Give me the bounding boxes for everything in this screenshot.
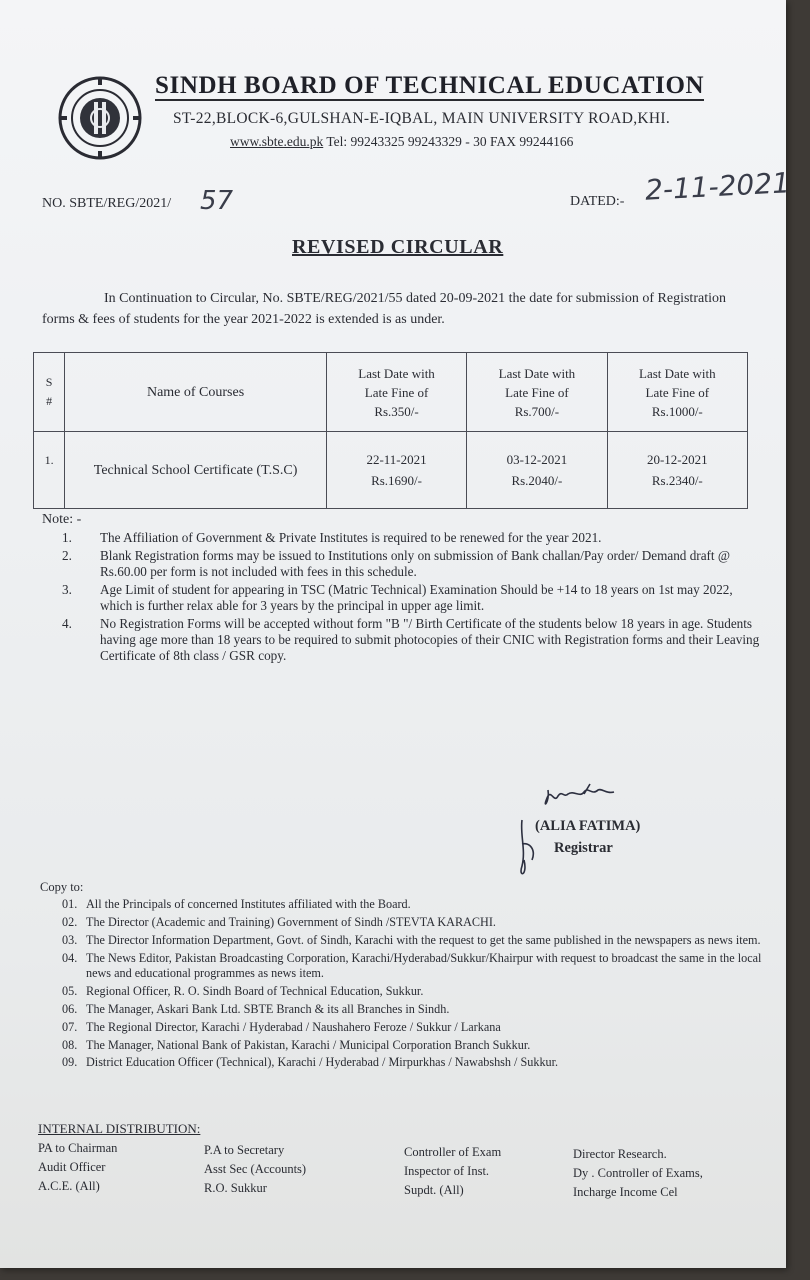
cell-sno: 1. bbox=[34, 432, 65, 509]
distribution-col-4: Director Research. Dy . Controller of Exams, Incharge Income Cel bbox=[573, 1147, 703, 1199]
signatory-name: (ALIA FATIMA) bbox=[535, 818, 641, 834]
list-item: 2. Blank Registration forms may be issued to Institutions only on submission of Bank challan/Pay order/ Demand draft @ Rs.60.00 per form is not included with fees in this schedule. bbox=[62, 548, 731, 579]
list-item: 04. The News Editor, Pakistan Broadcasting Corporation, Karachi/Hyderabad/Sukkur/Khairpur with request to broadcast the same in the local news and educational programmes as news item. bbox=[62, 950, 762, 980]
distribution-col-1: PA to Chairman Audit Officer A.C.E. (All) bbox=[38, 1141, 118, 1193]
cell-fine3: 20-12-2021 Rs.2340/- bbox=[607, 432, 747, 509]
website-link[interactable]: www.sbte.edu.pk bbox=[230, 134, 324, 149]
circular-intro: In Continuation to Circular, No. SBTE/REG/2021/55 dated 20-09-2021 the date for submission of Registration forms & fees of students for the year 2021-2022 is extended is as under. bbox=[42, 291, 726, 327]
list-item: 01. All the Principals of concerned Institutes affiliated with the Board. bbox=[62, 897, 411, 911]
col-header-fine1: Last Date with Late Fine of Rs.350/- bbox=[326, 353, 466, 432]
dated-label: DATED:- bbox=[570, 194, 625, 209]
list-item: 08. The Manager, National Bank of Pakistan, Karachi / Municipal Corporation Branch Sukkur. bbox=[62, 1037, 531, 1052]
cell-course: Technical School Certificate (T.S.C) bbox=[65, 432, 327, 509]
board-contact bbox=[230, 134, 573, 150]
date-handwritten: 2-11-2021 bbox=[644, 166, 791, 207]
notes-list bbox=[62, 530, 762, 666]
board-address: ST-22,BLOCK-6,GULSHAN-E-IQBAL, MAIN UNIVERSITY ROAD,KHI. bbox=[173, 110, 670, 127]
signatory-designation: Registrar bbox=[554, 840, 613, 856]
board-name: SINDH BOARD OF TECHNICAL EDUCATION bbox=[155, 72, 705, 99]
table-row bbox=[34, 432, 748, 509]
list-item: 06. The Manager, Askari Bank Ltd. SBTE Branch & its all Branches in Sindh. bbox=[62, 1001, 450, 1016]
copy-to-title: Copy to: bbox=[40, 880, 84, 894]
list-item: 09. District Education Officer (Technical), Karachi / Hyderabad / Mirpurkhas / Nawabshsh / Sukkur. bbox=[62, 1055, 559, 1070]
sbte-seal-logo bbox=[58, 76, 142, 160]
distribution-col-2: P.A to Secretary Asst Sec (Accounts) R.O. Sukkur bbox=[204, 1143, 307, 1195]
schedule-table bbox=[33, 352, 748, 509]
list-item: 4. No Registration Forms will be accepted without form "B "/ Birth Certificate of the students below 18 years in age. Students having age more than 18 years to be required to submit photocopies of their CNIC with Registration forms and their Leaving Certificate of 8th class / GSR copy. bbox=[62, 616, 760, 663]
col-header-fine2: Last Date with Late Fine of Rs.700/- bbox=[467, 353, 607, 432]
distribution-col-3: Controller of Exam Inspector of Inst. Supdt. (All) bbox=[404, 1145, 502, 1197]
col-header-fine3: Last Date with Late Fine of Rs.1000/- bbox=[607, 353, 747, 432]
list-item: 02. The Director (Academic and Training) Government of Sindh /STEVTA KARACHI. bbox=[62, 914, 496, 929]
circular-title: REVISED CIRCULAR bbox=[292, 236, 504, 258]
list-item: 07. The Regional Director, Karachi / Hyderabad / Naushahero Feroze / Sukkur / Larkana bbox=[62, 1019, 501, 1034]
list-item: 03. The Director Information Department, Govt. of Sindh, Karachi with the request to get the same published in the newspapers as news item. bbox=[62, 932, 761, 947]
col-header-sno: S # bbox=[34, 353, 65, 432]
cell-fine1: 22-11-2021 Rs.1690/- bbox=[326, 432, 466, 509]
signature-mark bbox=[520, 780, 690, 890]
copy-to-list bbox=[62, 897, 772, 1073]
internal-distribution-title: INTERNAL DISTRIBUTION: bbox=[38, 1121, 201, 1136]
notes-title: Note: - bbox=[42, 512, 82, 527]
list-item: 05. Regional Officer, R. O. Sindh Board of Technical Education, Sukkur. bbox=[62, 983, 424, 998]
reference-number-label: NO. SBTE/REG/2021/ bbox=[42, 196, 172, 211]
schedule-header-row bbox=[34, 353, 748, 432]
reference-number-handwritten: 57 bbox=[200, 186, 234, 216]
list-item: 1. The Affiliation of Government & Private Institutes is required to be renewed for the year 2021. bbox=[62, 530, 602, 545]
col-header-course: Name of Courses bbox=[65, 353, 327, 432]
cell-fine2: 03-12-2021 Rs.2040/- bbox=[467, 432, 607, 509]
phone-fax: Tel: 99243325 99243329 - 30 FAX 99244166 bbox=[323, 134, 574, 149]
list-item: 3. Age Limit of student for appearing in TSC (Matric Technical) Examination Should be +14 to 18 years on 1st may 2022, which is further relax able for 3 years by the principal in upper age limit. bbox=[62, 582, 733, 613]
